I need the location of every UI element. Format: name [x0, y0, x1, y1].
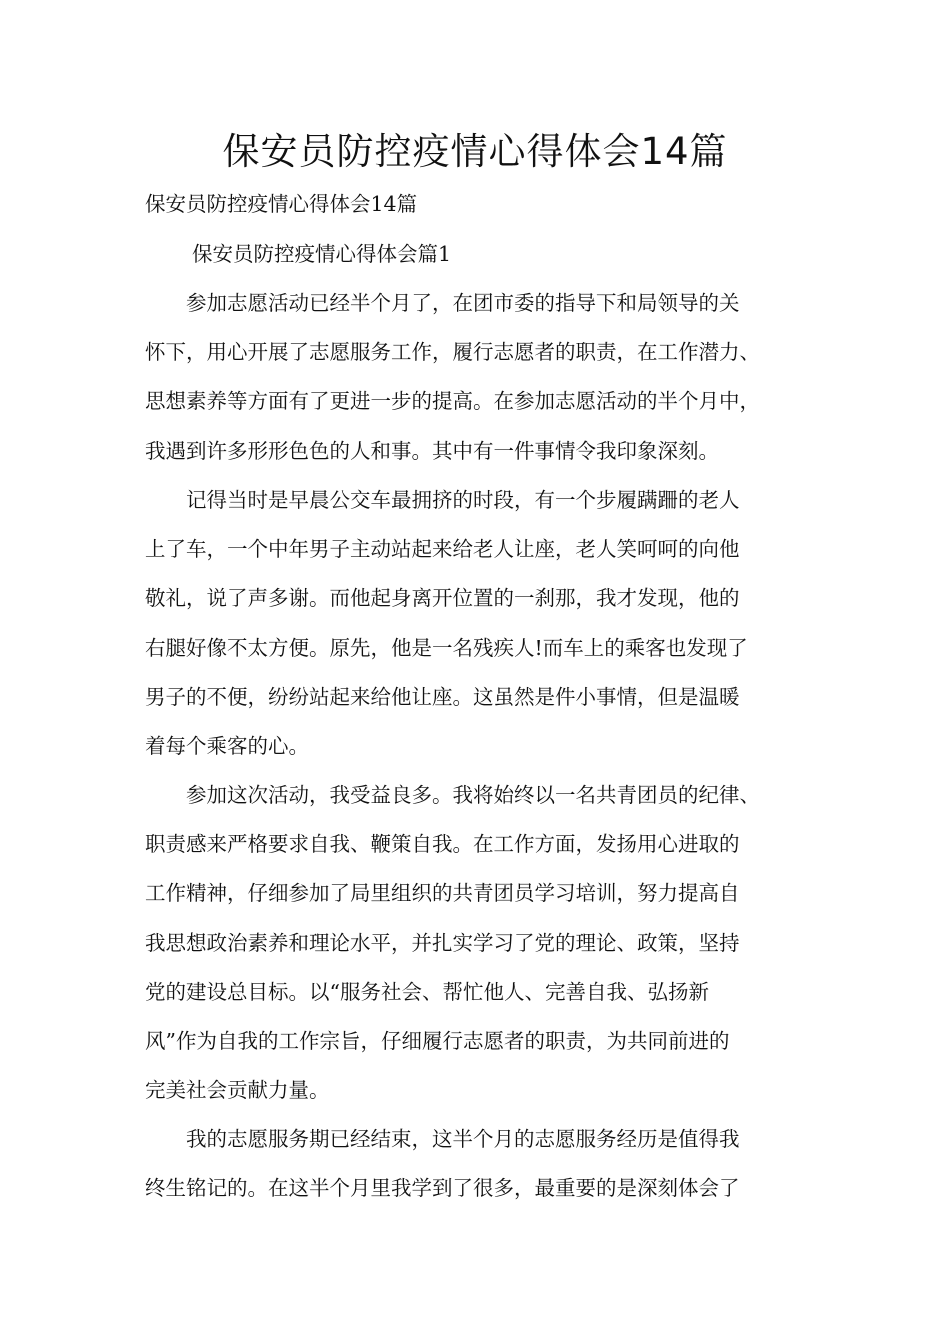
paragraph-line: 参加这次活动，我受益良多。我将始终以一名共青团员的纪律、 [145, 783, 760, 807]
paragraph-1 [145, 279, 835, 476]
paragraph-line: 思想素养等方面有了更进一步的提高。在参加志愿活动的半个月中， [145, 389, 760, 414]
paragraph-line: 参加志愿活动已经半个月了，在团市委的指导下和局领导的关 [145, 291, 740, 315]
section-heading: 保安员防控疫情心得体会篇1 [192, 242, 452, 266]
document-subtitle: 保安员防控疫情心得体会14篇 [145, 192, 418, 216]
paragraph-line: 我遇到许多形形色色的人和事。其中有一件事情令我印象深刻。 [145, 438, 719, 463]
paragraph-4 [145, 1115, 835, 1213]
paragraph-line: 敬礼，说了声多谢。而他起身离开位置的一刹那，我才发现，他的 [145, 586, 740, 611]
paragraph-line: 怀下，用心开展了志愿服务工作，履行志愿者的职责，在工作潜力、 [145, 340, 760, 365]
paragraph-line: 我的志愿服务期已经结束，这半个月的志愿服务经历是值得我 [145, 1127, 740, 1151]
paragraph-line: 着每个乘客的心。 [145, 734, 309, 759]
paragraph-line: 上了车，一个中年男子主动站起来给老人让座，老人笑呵呵的向他 [145, 537, 740, 562]
paragraph-line: 党的建设总目标。以“服务社会、帮忙他人、完善自我、弘扬新 [145, 979, 709, 1004]
paragraph-2 [145, 476, 835, 771]
paragraph-line: 我思想政治素养和理论水平，并扎实学习了党的理论、政策，坚持 [145, 930, 740, 955]
paragraph-line: 风”作为自我的工作宗旨，仔细履行志愿者的职责，为共同前进的 [145, 1029, 730, 1054]
paragraph-line: 完美社会贡献力量。 [145, 1078, 330, 1103]
paragraph-line: 终生铭记的。在这半个月里我学到了很多，最重要的是深刻体会了 [145, 1176, 740, 1201]
paragraph-line: 工作精神，仔细参加了局里组织的共青团员学习培训，努力提高自 [145, 881, 740, 906]
paragraph-3 [145, 771, 835, 1115]
paragraph-line: 男子的不便，纷纷站起来给他让座。这虽然是件小事情，但是温暖 [145, 684, 740, 709]
paragraph-line: 职责感来严格要求自我、鞭策自我。在工作方面，发扬用心进取的 [145, 832, 740, 857]
document-title: 保安员防控疫情心得体会14篇 [222, 130, 728, 173]
paragraph-line: 右腿好像不太方便。原先，他是一名残疾人!而车上的乘客也发现了 [145, 635, 748, 660]
paragraph-line: 记得当时是早晨公交车最拥挤的时段，有一个步履蹒跚的老人 [145, 488, 740, 512]
